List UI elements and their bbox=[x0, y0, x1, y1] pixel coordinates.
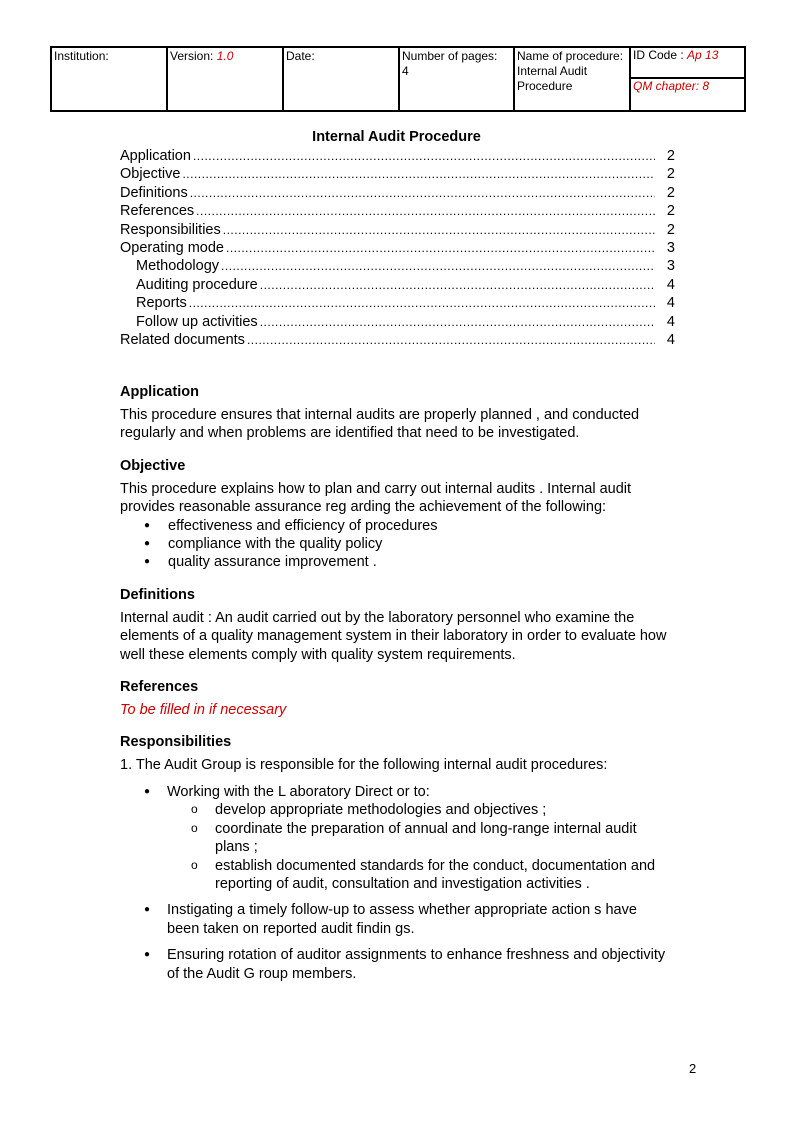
list-item: ● Ensuring rotation of auditor assignments to enhance freshness and objectivity of the Audit G roup members. bbox=[120, 946, 670, 983]
id-code-value: Ap 13 bbox=[687, 48, 719, 62]
list-item: ● Instigating a timely follow-up to assess whether appropriate action s have been taken on reported audit findin gs. bbox=[120, 901, 670, 938]
definitions-text: Internal audit : An audit carried out by the laboratory personnel who examine the elements of a quality management system in their laboratory in order to evaluate how well these elements comply with quality system requirements. bbox=[120, 609, 667, 663]
toc-entry bbox=[120, 313, 675, 331]
version-label: Version: bbox=[170, 49, 214, 63]
toc-entry bbox=[120, 257, 675, 275]
toc-entry bbox=[120, 165, 675, 183]
bullet-text: Working with the L aboratory Direct or to: bbox=[167, 783, 430, 800]
toc-entry-label: Operating mode bbox=[120, 239, 224, 256]
toc-entry-page: 4 bbox=[666, 276, 675, 293]
application-text: This procedure ensures that internal audits are properly planned , and conducted regularly and when problems are identified that need to be investigated. bbox=[120, 407, 640, 442]
id-code-label: ID Code : bbox=[633, 48, 684, 62]
objective-heading: Objective bbox=[120, 457, 186, 474]
toc-leader-dots bbox=[193, 147, 655, 165]
toc-entry-page: 4 bbox=[666, 295, 675, 312]
list-item: ● effectiveness and efficiency of procedures bbox=[120, 517, 670, 535]
toc-entry-page: 2 bbox=[666, 184, 675, 201]
toc-entry bbox=[120, 294, 675, 312]
section-responsibilities bbox=[120, 733, 670, 982]
definitions-heading: Definitions bbox=[120, 586, 195, 603]
toc-entry bbox=[120, 221, 675, 239]
toc-entry bbox=[120, 331, 675, 349]
toc-entry bbox=[120, 202, 675, 220]
toc-entry-page: 2 bbox=[666, 221, 675, 238]
toc-entry-page: 3 bbox=[666, 239, 675, 256]
list-item bbox=[120, 783, 670, 893]
toc-entry bbox=[120, 184, 675, 202]
date-cell bbox=[283, 47, 399, 111]
section-definitions bbox=[120, 586, 670, 664]
version-cell bbox=[167, 47, 283, 111]
toc-entry-label: Application bbox=[120, 148, 191, 164]
document-title: Internal Audit Procedure bbox=[312, 129, 481, 145]
toc-leader-dots bbox=[190, 184, 655, 202]
references-heading: References bbox=[120, 679, 199, 696]
toc-entry bbox=[120, 147, 675, 165]
toc-entry-page: 4 bbox=[666, 313, 675, 330]
toc-entry-label: Reports bbox=[136, 295, 187, 312]
sub-list-item: o coordinate the preparation of annual and long-range internal audit plans ; bbox=[167, 820, 670, 857]
document-body bbox=[120, 383, 670, 997]
pages-value: 4 bbox=[402, 64, 409, 78]
responsibility-bullets bbox=[120, 783, 670, 983]
section-application bbox=[120, 383, 670, 443]
toc-entry-label: Objective bbox=[120, 166, 181, 183]
toc-entry-page: 4 bbox=[666, 331, 675, 348]
toc-leader-dots bbox=[260, 313, 655, 331]
responsibility-item-1: 1. The Audit Group is responsible for the following internal audit procedures: bbox=[120, 757, 608, 774]
toc-entry-label: Definitions bbox=[120, 184, 188, 201]
responsibilities-heading: Responsibilities bbox=[120, 734, 232, 751]
procedure-value: Internal Audit Procedure bbox=[517, 64, 588, 93]
toc-entry-page: 2 bbox=[666, 166, 675, 183]
toc-entry-label: Follow up activities bbox=[136, 313, 258, 330]
toc-entry-page: 2 bbox=[666, 203, 675, 220]
toc-leader-dots bbox=[189, 294, 655, 312]
toc-entry-label: References bbox=[120, 203, 195, 220]
section-references bbox=[120, 678, 670, 719]
procedure-cell bbox=[514, 47, 630, 111]
objective-bullets bbox=[120, 517, 670, 572]
toc-leader-dots bbox=[260, 276, 655, 294]
id-cell bbox=[630, 47, 745, 111]
version-value: 1.0 bbox=[216, 49, 234, 63]
toc-entry bbox=[120, 276, 675, 294]
pages-label: Number of pages: bbox=[402, 49, 498, 63]
pages-cell bbox=[399, 47, 514, 111]
toc-entry-label: Methodology bbox=[136, 258, 220, 275]
sub-list-item: o establish documented standards for the conduct, documentation and reporting of audit, consultation and investigation activities . bbox=[167, 857, 670, 894]
page-number: 2 bbox=[689, 1061, 697, 1076]
objective-text: This procedure explains how to plan and carry out internal audits . Internal audit provides reasonable assurance reg arding the achievement of the following: bbox=[120, 480, 632, 516]
procedure-label: Name of procedure: bbox=[517, 49, 624, 63]
sub-list-item: o develop appropriate methodologies and objectives ; bbox=[167, 801, 670, 819]
list-item: ● compliance with the quality policy bbox=[120, 535, 670, 553]
toc-leader-dots bbox=[182, 165, 655, 183]
references-text: To be filled in if necessary bbox=[120, 702, 287, 719]
application-heading: Application bbox=[120, 384, 199, 400]
table-of-contents bbox=[120, 147, 675, 349]
toc-entry-label: Auditing procedure bbox=[136, 276, 258, 293]
toc-entry-page: 3 bbox=[666, 258, 675, 275]
institution-label: Institution: bbox=[54, 49, 109, 63]
toc-entry bbox=[120, 239, 675, 257]
institution-cell bbox=[51, 47, 167, 111]
toc-leader-dots bbox=[196, 202, 655, 220]
section-objective bbox=[120, 457, 670, 572]
toc-leader-dots bbox=[221, 257, 655, 275]
list-item: ● quality assurance improvement . bbox=[120, 553, 670, 571]
sub-list bbox=[167, 801, 670, 893]
toc-entry-page: 2 bbox=[666, 148, 675, 164]
id-code-row bbox=[631, 48, 744, 79]
header-table bbox=[50, 46, 746, 112]
toc-entry-label: Responsibilities bbox=[120, 221, 221, 238]
qm-chapter: QM chapter: 8 bbox=[633, 79, 710, 93]
toc-leader-dots bbox=[223, 221, 655, 239]
toc-leader-dots bbox=[226, 239, 655, 257]
toc-entry-label: Related documents bbox=[120, 331, 245, 348]
date-label: Date: bbox=[286, 49, 315, 63]
toc-leader-dots bbox=[247, 331, 655, 349]
